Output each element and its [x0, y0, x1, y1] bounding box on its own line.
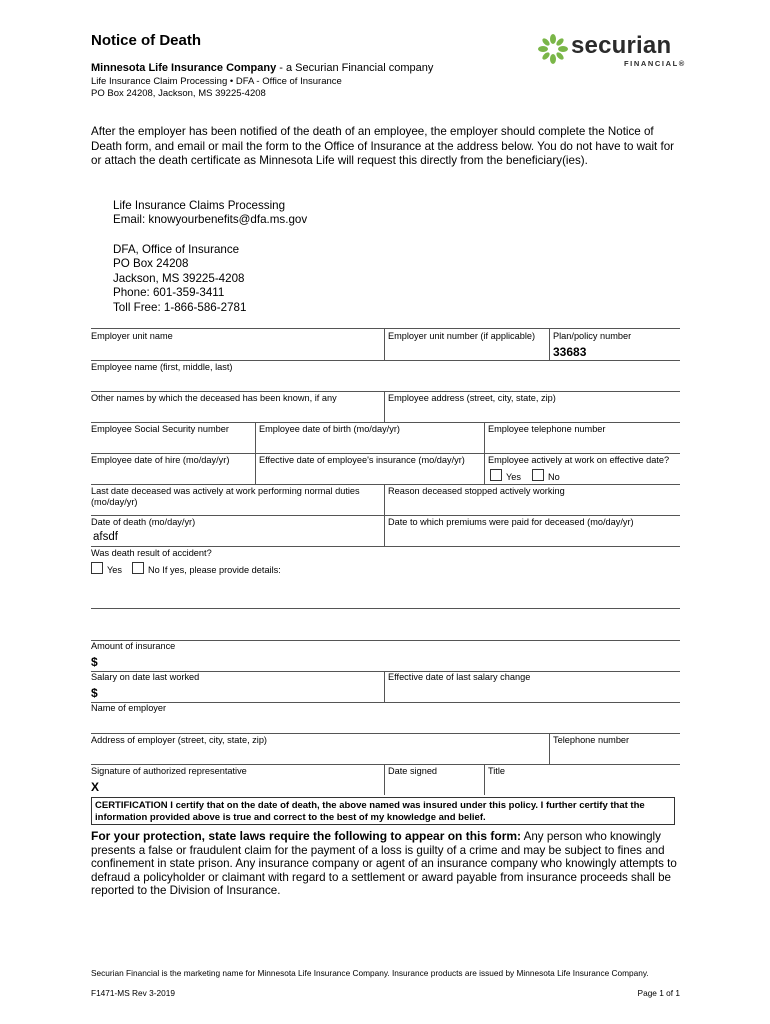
employee-phone-label: Employee telephone number [488, 424, 606, 434]
company-line1: Life Insurance Claim Processing • DFA - Office of Insurance [91, 76, 342, 87]
address-line: Toll Free: 1-866-586-2781 [113, 300, 247, 314]
address-line: Phone: 601-359-3411 [113, 286, 225, 300]
plan-number-field[interactable]: 33683 [553, 345, 587, 359]
active-yes-checkbox[interactable] [490, 469, 502, 481]
protection-text: Any person who knowingly presents a false or fraudulent claim for the payment of a loss is guilty of a crime and may be subject to fines and confinement in state prison. Any insurance company or agent of an insurance company who knowingly attempts to defraud a policyholder or claimant with regard to a settlement or award payable from insurance proceeds shall be reported to the Division of Insurance. [91, 830, 677, 898]
dob-label: Employee date of birth (mo/day/yr) [259, 424, 400, 434]
company-name: Minnesota Life Insurance Company [91, 62, 277, 74]
amount-dollar-sign: $ [91, 655, 98, 669]
accident-label: Was death result of accident? [91, 548, 212, 558]
salary-label: Salary on date last worked [91, 672, 200, 682]
amount-label: Amount of insurance [91, 641, 176, 651]
employer-name-label: Name of employer [91, 703, 167, 713]
employer-address-label: Address of employer (street, city, state, zip) [91, 735, 267, 745]
intro-paragraph: After the employer has been notified of the death of an employee, the employer should complete the Notice of Death form, and email or mail the form to the Office of Insurance at the address below. You do not have to wait for or attach the death certificate as Minnesota Life will request this directly from the beneficiary(ies). [91, 125, 675, 168]
other-names-label: Other names by which the deceased has been known, if any [91, 393, 337, 403]
reason-stopped-label: Reason deceased stopped actively working [388, 486, 565, 496]
employer-telephone-label: Telephone number [553, 735, 630, 745]
accident-yes-checkbox[interactable] [91, 562, 103, 574]
date-of-death-field[interactable]: afsdf [93, 531, 118, 543]
address-line: Jackson, MS 39225-4208 [113, 271, 245, 285]
salary-dollar-sign: $ [91, 686, 98, 700]
address-line: DFA, Office of Insurance [113, 243, 240, 256]
signature-x: X [91, 780, 100, 794]
ssn-label: Employee Social Security number [91, 424, 229, 434]
actively-at-work-label: Employee actively at work on effective date? [488, 455, 670, 465]
logo-subtitle: FINANCIAL® [624, 59, 686, 68]
page-title: Notice of Death [91, 32, 202, 49]
active-no-label: No [548, 472, 560, 482]
certification-box: CERTIFICATION I certify that on the date of death, the above named was insured under this policy. I further certify that the information provided above is true and correct to the best of my knowledge and belief. [91, 797, 675, 825]
form-id: F1471-MS Rev 3-2019 [91, 988, 175, 998]
employee-name-label: Employee name (first, middle, last) [91, 362, 233, 372]
date-of-death-label: Date of death (mo/day/yr) [91, 517, 196, 527]
claims-contact [113, 199, 307, 228]
footer-note: Securian Financial is the marketing name for Minnesota Life Insurance Company. Insurance products are issued by Minnesota Life Insurance Company. [91, 968, 649, 978]
contact-line: Email: knowyourbenefits@dfa.ms.gov [113, 213, 308, 227]
company-info [91, 62, 433, 99]
logo-wordmark: securian [571, 32, 672, 59]
page-number: Page 1 of 1 [637, 988, 680, 998]
signature-label: Signature of authorized representative [91, 766, 247, 776]
date-signed-label: Date signed [388, 766, 438, 776]
salary-change-label: Effective date of last salary change [388, 672, 531, 682]
last-date-label: Last date deceased was actively at work performing normal duties [91, 486, 360, 496]
securian-leaf-icon [538, 34, 568, 64]
employer-unit-name-label: Employer unit name [91, 331, 173, 341]
company-line2: PO Box 24208, Jackson, MS 39225-4208 [91, 88, 266, 99]
active-yes-label: Yes [506, 472, 521, 482]
last-date-format: (mo/day/yr) [91, 497, 138, 507]
employee-address-label: Employee address (street, city, state, zip) [388, 393, 556, 403]
premiums-paid-label: Date to which premiums were paid for deceased (mo/day/yr) [388, 517, 634, 527]
accident-no-checkbox[interactable] [132, 562, 144, 574]
contact-line: Life Insurance Claims Processing [113, 199, 286, 212]
accident-details-label: No If yes, please provide details: [148, 565, 281, 575]
accident-yes-label: Yes [107, 565, 122, 575]
employer-unit-number-label: Employer unit number (if applicable) [388, 331, 536, 341]
protection-notice [91, 830, 681, 898]
company-tagline: - a Securian Financial company [276, 62, 434, 74]
title-label: Title [488, 766, 506, 776]
effective-date-label: Effective date of employee's insurance (mo/day/yr) [259, 455, 465, 465]
address-line: PO Box 24208 [113, 257, 189, 271]
hire-date-label: Employee date of hire (mo/day/yr) [91, 455, 230, 465]
office-address [113, 243, 246, 315]
active-no-checkbox[interactable] [532, 469, 544, 481]
protection-heading: For your protection, state laws require the following to appear on this form: [91, 829, 522, 843]
securian-logo [538, 34, 698, 74]
plan-number-label: Plan/policy number [553, 331, 632, 341]
